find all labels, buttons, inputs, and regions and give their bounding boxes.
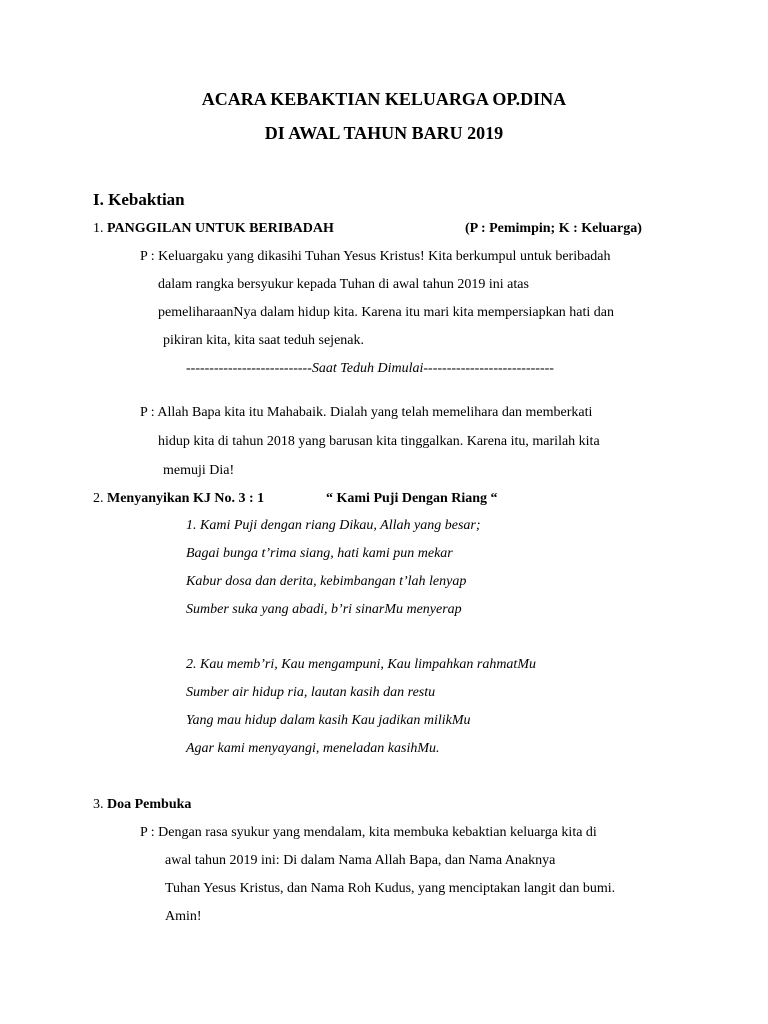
item-3-paragraph-line-3: Tuhan Yesus Kristus, dan Nama Roh Kudus, yang menciptakan langit dan bumi. bbox=[165, 881, 616, 896]
item-1-paragraph-1-line-2: dalam rangka bersyukur kepada Tuhan di awal tahun 2019 ini atas bbox=[158, 277, 529, 292]
divider-right-dashes: ---------------------------- bbox=[423, 361, 554, 376]
song-title: “ Kami Puji Dengan Riang “ bbox=[326, 491, 498, 506]
document-title-line-2: DI AWAL TAHUN BARU 2019 bbox=[264, 123, 504, 143]
item-1-paragraph-2-line-1: P : Allah Bapa kita itu Mahabaik. Dialah yang telah memelihara dan memberkati bbox=[140, 405, 593, 420]
item-1-heading bbox=[93, 220, 334, 238]
verse-2-line-4: Agar kami menyayangi, meneladan kasihMu. bbox=[186, 741, 440, 756]
item-3-paragraph-line-2: awal tahun 2019 ini: Di dalam Nama Allah Bapa, dan Nama Anaknya bbox=[165, 853, 556, 868]
item-2-heading bbox=[93, 490, 264, 508]
item-1-paragraph-1-line-1: P : Keluargaku yang dikasihi Tuhan Yesus Kristus! Kita berkumpul untuk beribadah bbox=[140, 249, 611, 264]
item-1-label: PANGGILAN UNTUK BERIBADAH bbox=[107, 221, 334, 236]
divider-text: Saat Teduh Dimulai bbox=[311, 361, 424, 376]
item-2-label: Menyanyikan KJ No. 3 : 1 bbox=[107, 491, 265, 506]
item-1-paragraph-1-line-4: pikiran kita, kita saat teduh sejenak. bbox=[163, 333, 364, 348]
item-3-heading bbox=[93, 796, 191, 814]
item-1-paragraph-1-line-3: pemeliharaanNya dalam hidup kita. Karena itu mari kita mempersiapkan hati dan bbox=[158, 305, 614, 320]
verse-2-line-3: Yang mau hidup dalam kasih Kau jadikan milikMu bbox=[186, 713, 471, 728]
item-1-paragraph-2-line-2: hidup kita di tahun 2018 yang barusan kita tinggalkan. Karena itu, marilah kita bbox=[158, 434, 600, 449]
section-heading-kebaktian: I. Kebaktian bbox=[93, 190, 185, 209]
item-2-number: 2. bbox=[93, 491, 104, 506]
item-3-paragraph-line-4: Amin! bbox=[165, 909, 202, 924]
role-legend: (P : Pemimpin; K : Keluarga) bbox=[465, 221, 642, 236]
silence-divider bbox=[186, 360, 554, 378]
verse-1-line-1: 1. Kami Puji dengan riang Dikau, Allah yang besar; bbox=[186, 518, 481, 533]
item-3-paragraph-line-1: P : Dengan rasa syukur yang mendalam, kita membuka kebaktian keluarga kita di bbox=[140, 825, 597, 840]
verse-1-line-4: Sumber suka yang abadi, b’ri sinarMu menyerap bbox=[186, 602, 462, 617]
verse-1-line-3: Kabur dosa dan derita, kebimbangan t’lah lenyap bbox=[186, 574, 467, 589]
item-3-label: Doa Pembuka bbox=[107, 797, 192, 812]
document-title-line-1: ACARA KEBAKTIAN KELUARGA OP.DINA bbox=[201, 89, 567, 109]
divider-left-dashes: --------------------------- bbox=[186, 361, 312, 376]
verse-1-line-2: Bagai bunga t’rima siang, hati kami pun mekar bbox=[186, 546, 453, 561]
verse-2-line-2: Sumber air hidup ria, lautan kasih dan restu bbox=[186, 685, 436, 700]
item-3-number: 3. bbox=[93, 797, 104, 812]
verse-2-line-1: 2. Kau memb’ri, Kau mengampuni, Kau limpahkan rahmatMu bbox=[186, 657, 536, 672]
item-1-paragraph-2-line-3: memuji Dia! bbox=[163, 463, 235, 478]
item-1-number: 1. bbox=[93, 221, 104, 236]
